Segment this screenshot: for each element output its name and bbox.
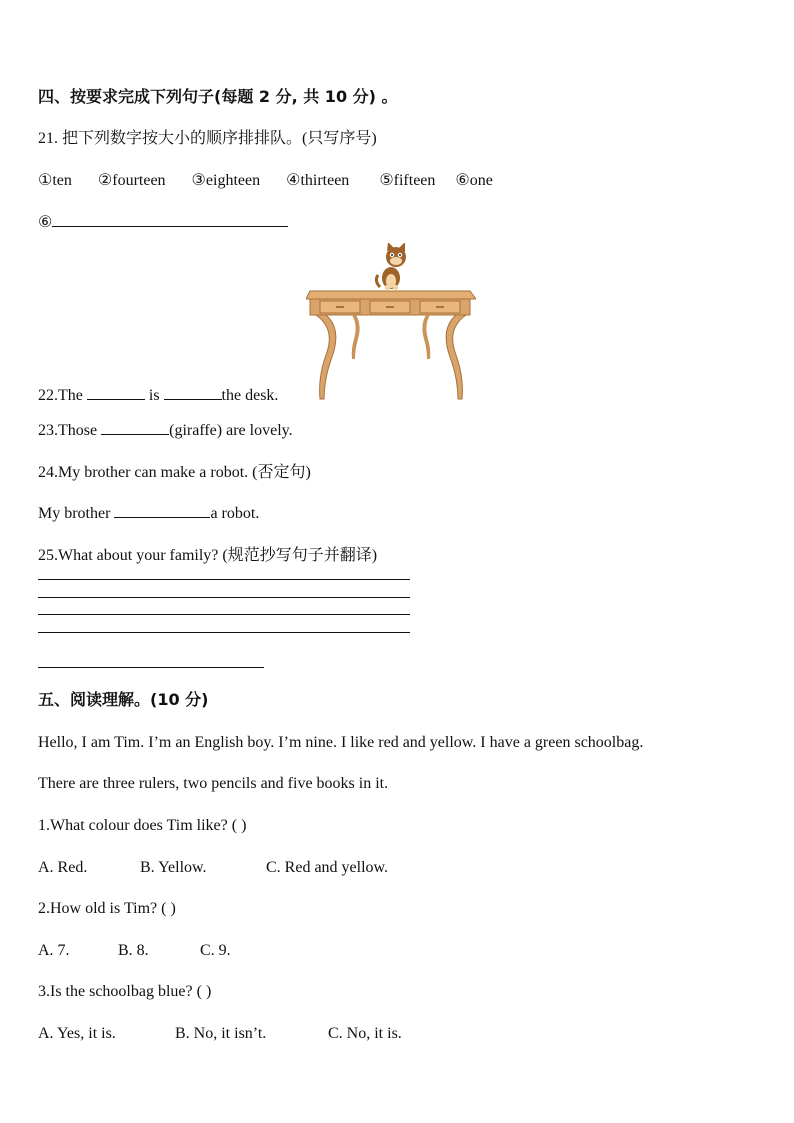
q21-prompt: 21. 把下列数字按大小的顺序排排队。(只写序号): [38, 130, 377, 147]
option-a[interactable]: A. 7.: [38, 942, 70, 959]
reading-question-3: 3.Is the schoolbag blue? ( ): [38, 983, 212, 1000]
option-c[interactable]: C. No, it is.: [328, 1025, 402, 1042]
q24-blank[interactable]: [114, 503, 210, 518]
q22-blank-1[interactable]: [87, 385, 145, 400]
q23-text-b: (giraffe) are lovely.: [169, 422, 293, 439]
cat-icon: [376, 243, 406, 290]
q22-text-b: is: [148, 387, 164, 404]
option-a[interactable]: A. Yes, it is.: [38, 1025, 116, 1042]
q21-numbers-list: [38, 170, 515, 192]
q22-text-a: 22.The: [38, 387, 87, 404]
number-item: ⑤fifteen: [379, 172, 436, 189]
number-item: ③eighteen: [191, 172, 261, 189]
option-c[interactable]: C. 9.: [200, 942, 231, 959]
section-5-title: 五、阅读理解。(10 分): [38, 690, 209, 709]
q25-prompt: 25.What about your family? (规范抄写句子并翻译): [38, 547, 378, 564]
writing-line[interactable]: [38, 579, 410, 580]
option-b[interactable]: B. No, it isn’t.: [175, 1025, 267, 1042]
cat-on-desk-illustration: [306, 243, 476, 403]
passage-line-1: Hello, I am Tim. I’m an English boy. I’m nine. I like red and yellow. I have a green schoolbag.: [38, 734, 644, 751]
q23-text-a: 23.Those: [38, 422, 102, 439]
option-b[interactable]: B. 8.: [118, 942, 149, 959]
q22-text-c: the desk.: [221, 387, 279, 404]
number-item: ④thirteen: [286, 172, 350, 189]
reading-options-3: [38, 1023, 402, 1045]
reading-question-1: 1.What colour does Tim like? ( ): [38, 817, 247, 834]
option-b[interactable]: B. Yellow.: [140, 859, 207, 876]
reading-options-2: [38, 940, 231, 962]
section-4-title: 四、按要求完成下列句子(每题 2 分, 共 10 分) 。: [38, 87, 398, 106]
translation-line[interactable]: [38, 667, 264, 668]
writing-line[interactable]: [38, 597, 410, 598]
q22: [38, 385, 278, 407]
option-a[interactable]: A. Red.: [38, 859, 88, 876]
reading-options-1: [38, 857, 388, 879]
q24-prompt: 24.My brother can make a robot. (否定句): [38, 464, 311, 481]
passage-line-2: There are three rulers, two pencils and five books in it.: [38, 775, 389, 792]
writing-line[interactable]: [38, 632, 410, 633]
q24-answer: [38, 503, 259, 525]
number-item: ②fourteen: [97, 172, 166, 189]
writing-line[interactable]: [38, 614, 410, 615]
q21-answer-line: [38, 212, 288, 234]
number-item: ①ten: [38, 172, 72, 189]
q24-text-a: My brother: [38, 505, 115, 522]
reading-question-2: 2.How old is Tim? ( ): [38, 900, 176, 917]
q21-answer-label: ⑥: [38, 214, 53, 231]
q23: [38, 420, 293, 442]
q21-answer-blank[interactable]: [52, 212, 288, 227]
q23-blank[interactable]: [101, 420, 169, 435]
number-item: ⑥one: [455, 172, 493, 189]
q24-text-b: a robot.: [210, 505, 260, 522]
q22-blank-2[interactable]: [164, 385, 222, 400]
option-c[interactable]: C. Red and yellow.: [266, 859, 389, 876]
